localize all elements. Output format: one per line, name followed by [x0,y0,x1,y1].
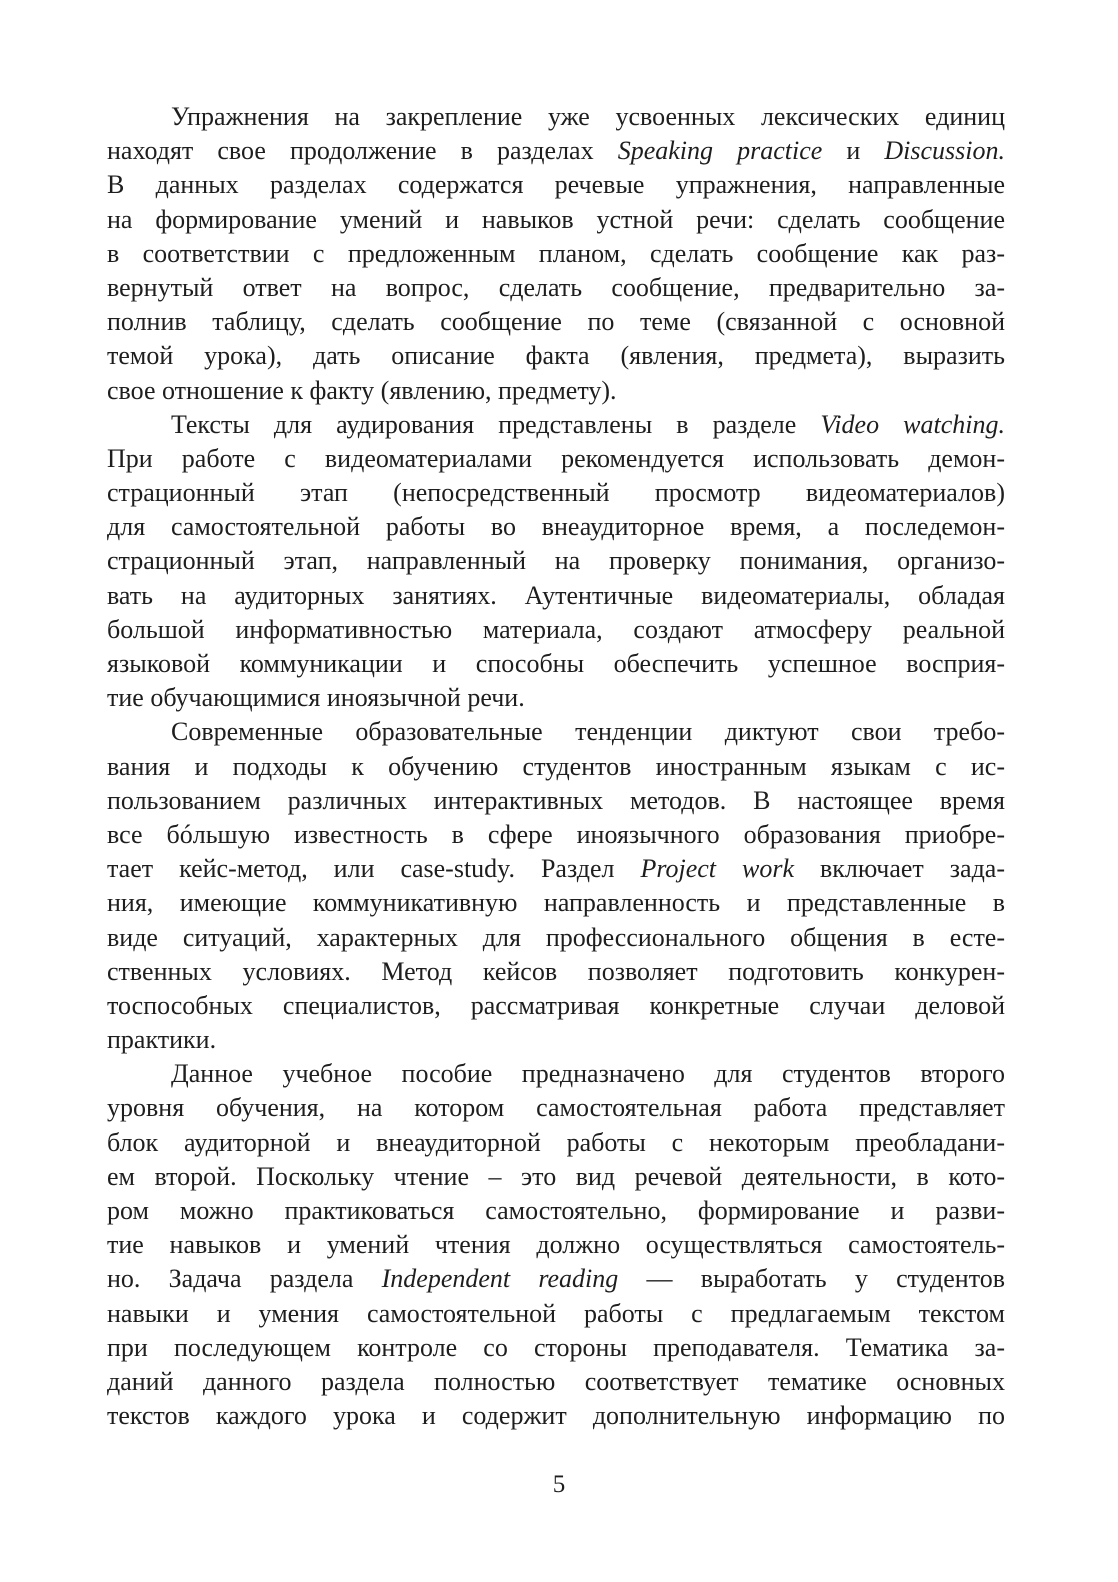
text-line [107,1023,1005,1057]
text-line [107,1297,1005,1331]
page-body [107,100,1005,1480]
italic-term: Project work [640,854,794,884]
text-line [107,510,1005,544]
text-segment: практики. [107,1025,217,1055]
text-line [107,784,1005,818]
text-segment: виде ситуаций, характерных для профессионального общения в есте- [107,922,1005,952]
text-segment: языковой коммуникации и способны обеспечить успешное восприя- [107,649,1005,678]
text-segment: большой информативностью материала, создают атмосферу реальной [107,614,1005,644]
text-segment: Современные образовательные тенденции диктуют свои требо- [171,717,1005,747]
text-line [107,203,1005,237]
text-segment: вернутый ответ на вопрос, сделать сообщение, предварительно за- [107,272,1005,302]
text-segment: блок аудиторной и внеаудиторной работы с некоторым преобладани- [107,1127,1005,1157]
text-line [107,1194,1005,1228]
text-segment: для самостоятельной работы во внеаудиторное время, а последемон- [107,512,1005,542]
text-segment: Данное учебное пособие предназначено для студентов второго [171,1059,1005,1089]
text-line [107,1399,1005,1433]
text-segment: ственных условиях. Метод кейсов позволяет подготовить конкурен- [107,956,1005,986]
text-segment: ром можно практиковаться самостоятельно, формирование и разви- [107,1196,1005,1225]
text-segment: навыки и умения самостоятельной работы с предлагаемым текстом [107,1298,1005,1328]
text-line [107,921,1005,955]
text-line [107,1057,1005,1091]
text-segment: страционный этап (непосредственный просмотр видеоматериалов) [107,478,1005,508]
italic-term: Independent reading [381,1264,619,1294]
text-line [107,1091,1005,1125]
text-line [107,818,1005,852]
text-line [107,886,1005,920]
text-segment: вания и подходы к обучению студентов иностранным языкам с ис- [107,751,1005,781]
text-segment: свое отношение к факту (явлению, предмету). [107,375,617,405]
paragraph [107,100,1005,408]
text-segment: текстов каждого урока и содержит дополнительную информацию по [107,1401,1005,1431]
text-segment: При работе с видеоматериалами рекомендуется использовать демон- [107,443,1005,473]
text-segment: уровня обучения, на котором самостоятельная работа представляет [107,1093,1005,1123]
text-segment: все бóльшую известность в сфере иноязычного образования приобре- [107,819,1005,849]
text-line [107,544,1005,578]
italic-term: Discussion. [884,136,1005,166]
text-segment: темой урока), дать описание факта (явления, предмета), выразить [107,341,1005,371]
text-segment: находят свое продолжение в разделах [107,136,618,166]
text-segment: пользованием различных интерактивных методов. В настоящее время [107,785,1005,815]
text-segment: тает кейс-метод, или case-study. Раздел [107,854,641,884]
text-segment: Тексты для аудирования представлены в разделе [171,409,821,439]
text-segment: ния, имеющие коммуникативную направленность и представленные в [107,888,1005,918]
text-segment: ем второй. Поскольку чтение – это вид речевой деятельности, в кото- [107,1161,1005,1191]
text-segment: в соответствии с предложенным планом, сделать сообщение как раз- [107,238,1005,268]
text-segment: страционный этап, направленный на проверку понимания, организо- [107,546,1005,576]
text-segment: — выработать у студентов [618,1264,1005,1294]
text-line [107,1160,1005,1194]
text-line [107,1365,1005,1399]
text-segment: В данных разделах содержатся речевые упражнения, направленные [107,170,1005,200]
text-line [107,442,1005,476]
text-segment: вать на аудиторных занятиях. Аутентичные видеоматериалы, обладая [107,580,1005,610]
text-segment: Упражнения на закрепление уже усвоенных лексических единиц [171,102,1005,131]
text-line [107,750,1005,784]
text-line [107,955,1005,989]
italic-term: Video watching. [820,409,1005,439]
text-segment: но. Задача раздела [107,1264,382,1294]
text-segment: и [822,136,885,166]
text-line [107,168,1005,202]
text-line [107,305,1005,339]
italic-term: Speaking practice [617,136,823,166]
text-line [107,100,1005,134]
paragraph [107,1057,1005,1433]
text-segment: полнив таблицу, сделать сообщение по теме (связанной с основной [107,307,1005,337]
text-line [107,271,1005,305]
text-line [107,1228,1005,1262]
text-line [107,1126,1005,1160]
text-line [107,374,1005,408]
page-number: 5 [552,1471,566,1498]
paragraph [107,715,1005,1057]
text-line [107,852,1005,886]
text-line [107,339,1005,373]
paragraph [107,408,1005,716]
text-line [107,681,1005,715]
text-line [107,476,1005,510]
text-line [107,134,1005,168]
text-line [107,1262,1005,1296]
text-line [107,647,1005,681]
text-line [107,408,1005,442]
text-line [107,237,1005,271]
text-segment: тие обучающимися иноязычной речи. [107,683,525,713]
text-segment: тие навыков и умений чтения должно осуществляться самостоятель- [107,1230,1005,1260]
text-line [107,989,1005,1023]
text-line [107,715,1005,749]
text-segment: даний данного раздела полностью соответствует тематике основных [107,1366,1005,1396]
text-line [107,579,1005,613]
text-segment: включает зада- [794,854,1005,884]
text-segment: на формирование умений и навыков устной речи: сделать сообщение [107,204,1005,234]
text-line [107,1331,1005,1365]
text-line [107,613,1005,647]
text-segment: тоспособных специалистов, рассматривая конкретные случаи деловой [107,990,1005,1020]
text-segment: при последующем контроле со стороны преподавателя. Тематика за- [107,1332,1005,1362]
